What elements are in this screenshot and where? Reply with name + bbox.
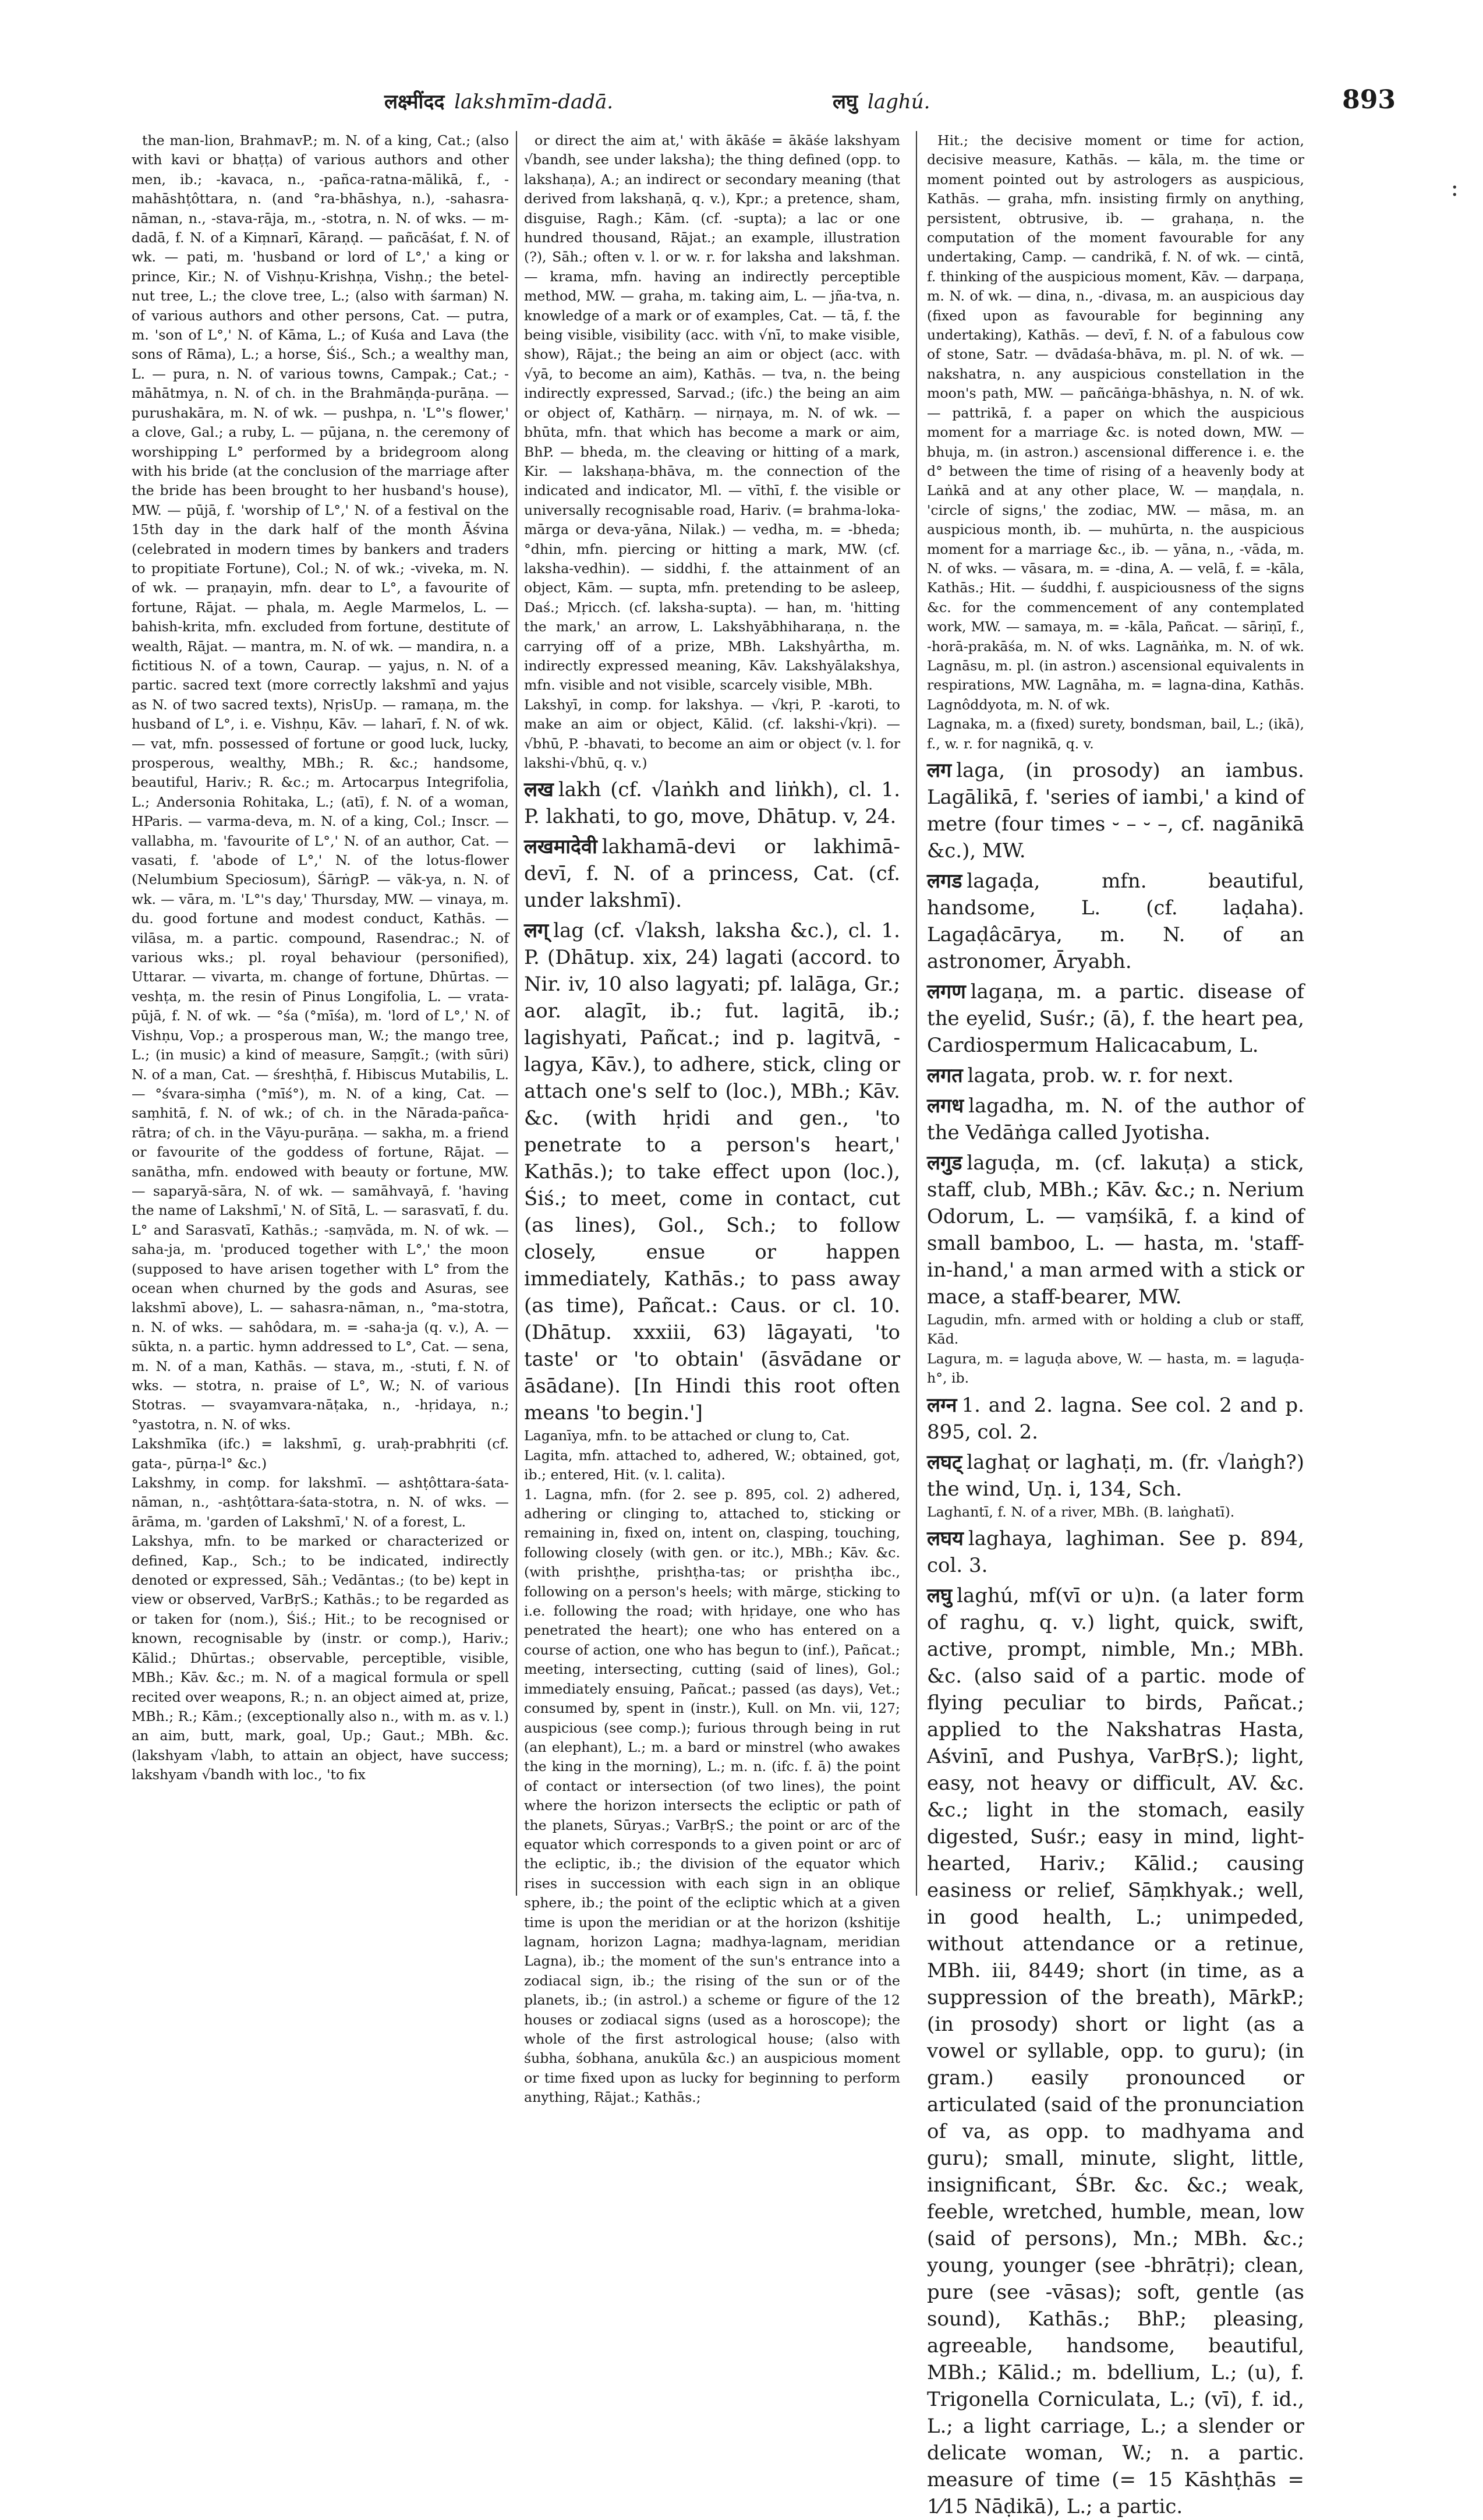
header-left-devanagari: लक्ष्मींदद bbox=[384, 90, 445, 114]
entry-text: laguḍa, m. (cf. lakuṭa) a stick, staff, club, MBh.; Kāv. &c.; n. Nerium Odorum, L. — vaṃśikā, f. a kind of small bamboo, L. — hasta, m. 'staff-in-hand,' a man armed with a stick or mace, a staff-bearer, MW. bbox=[927, 1151, 1304, 1309]
headword-devanagari: लगड bbox=[927, 870, 962, 893]
headword-devanagari: लघु bbox=[927, 1584, 953, 1608]
column-2 bbox=[524, 131, 900, 2106]
headword-devanagari: लखमादेवी bbox=[524, 835, 597, 859]
headword-entry bbox=[927, 1525, 1304, 1579]
headword-devanagari: लग् bbox=[524, 919, 549, 943]
headword-entry bbox=[927, 1062, 1304, 1089]
entry-text: lagaḍa, mfn. beautiful, handsome, L. (cf. laḍaha). Lagaḍâcārya, m. N. of an astronomer, Āryabh. bbox=[927, 870, 1304, 973]
continued-entry bbox=[132, 131, 509, 1434]
entry-text: laga, (in prosody) an iambus. Lagālikā, f. 'series of iambi,' a kind of metre (four times ⏑ – ⏑ –, cf. nagānikā &c.), MW. bbox=[927, 759, 1304, 863]
entry-text: or direct the aim at,' with ākāśe = ākāśe lakshyam √bandh, see under laksha); the thing defined (opp. to lakshaṇa), A.; an indirect or secondary meaning (that derived from lakshaṇā, q. v.), Kpr.; a pretence, sham, disguise, Ragh.; Kām. (cf. -supta); a lac or one hundred thousand, Rājat.; an example, illustration (?), Sāh.; often v. l. or w. r. for laksha and lakshman. — krama, mfn. having an indirectly perceptible method, MW. — graha, m. taking aim, L. — jña-tva, n. knowledge of a mark or of examples, Cat. — tā, f. the being visible, visibility (acc. with √nī, to make visible, show), Rājat.; the being an aim or object (acc. with √yā, to become an aim), Kathās. — tva, n. the being indirectly expressed, Sarvad.; (ifc.) the being an aim or object of, Kathārṇ. — nirṇaya, m. N. of wk. — bhūta, mfn. that which has become a mark or aim, BhP. — bheda, m. the cleaving or hitting of a mark, Kir. — lakshaṇa-bhāva, m. the connection of the indicated and indicator, Ml. — vīthī, f. the visible or universally recognisable road, Hariv. (= brahma-loka-mārga or deva-yāna, Nilak.) — vedha, m. = -bheda; °dhin, mfn. piercing or hitting a mark, MW. (cf. laksha-vedhin). — siddhi, f. the attainment of an object, Kām. — supta, mfn. pretending to be asleep, Daś.; Mṛicch. (cf. laksha-supta). — han, m. 'hitting the mark,' an arrow, L. Lakshyābhiharaṇa, n. the carrying off of a prize, MBh. Lakshyârtha, m. indirectly expressed meaning, Kāv. Lakshyālakshya, mfn. visible and not visible, scarcely visible, MBh. bbox=[524, 132, 900, 694]
headword-entry bbox=[927, 1392, 1304, 1445]
headword-devanagari: लगध bbox=[927, 1094, 964, 1118]
headword-devanagari: लग्न bbox=[927, 1393, 957, 1417]
header-mid-roman: laghú. bbox=[867, 90, 930, 114]
headword-devanagari: लगण bbox=[927, 980, 966, 1003]
entry-text: laghú, mf(vī or u)n. (a later form of raghu, q. v.) light, quick, swift, active, prompt, nimble, Mn.; MBh. &c. (also said of a partic. mode of flying peculiar to birds, Pañcat.; applied to the Nakshatras Hasta, Aśvinī, and Pushya, VarBṛS.); light, easy, not heavy or difficult, AV. &c. &c.; light in the stomach, easily digested, Suśr.; easy in mind, light-hearted, Hariv.; Kālid.; causing easiness or relief, Sāṃkhyak.; well, in good health, L.; unimpeded, without attendance or a retinue, MBh. iii, 8449; short (in time, as a suppression of the breath), MārkP.; (in prosody) short or light (as a vowel or syllable, opp. to guru); (in gram.) easily pronounced or articulated (said of the pronunciation of va, as opp. to madhyama and guru); small, minute, slight, little, insignificant, ŚBr. &c. &c.; weak, feeble, wretched, humble, mean, low (said of persons), Mn.; MBh. &c.; young, younger (see -bhrātṛi); clean, pure (see -vāsas); soft, gentle (as sound), Kathās.; BhP.; pleasing, agreeable, handsome, beautiful, MBh.; Kālid.; m. bdellium, L.; (u), f. Trigonella Corniculata, L.; (vī), f. id., L.; a light carriage, L.; a slender or delicate woman, W.; n. a partic. measure of time (= 15 Kāshṭhās = 1⁄15 Nāḍikā), L.; a partic. bbox=[927, 1584, 1304, 2519]
entry-text: Lagnaka, m. a (fixed) surety, bondsman, bail, L.; (ikā), f., w. r. for nagnikā, q. v. bbox=[927, 716, 1304, 752]
dictionary-entry bbox=[524, 1446, 900, 1485]
headword-entry bbox=[927, 1150, 1304, 1310]
entry-text: Lakshyī, in comp. for lakshya. — √kṛi, P. -karoti, to make an aim or object, Kālid. (cf. lakshi-√kṛi). — √bhū, P. -bhavati, to become an aim or object (v. l. for lakshi-√bhū, q. v.) bbox=[524, 696, 900, 771]
headword-entry bbox=[524, 833, 900, 914]
entry-text: Lakshmy, in comp. for lakshmī. — ashṭôttara-śata-nāman, n., -ashṭôttara-śata-stotra, n. N. of wks. — ārāma, m. 'garden of Lakshmī,' N. of a forest, L. bbox=[132, 1475, 509, 1530]
headword-entry bbox=[927, 1449, 1304, 1503]
entry-text: 1. Lagna, mfn. (for 2. see p. 895, col. 2) adhered, adhering or clinging to, attached to, sticking or remaining in, fixed on, intent on, clasping, touching, following closely (with gen. or itc.), MBh.; Kāv. &c. (with prishṭhe, prishṭha-tas; or prishṭha ibc., following on a person's heels; with mārge, sticking to i.e. following the road; with hṛidaye, one who has penetrated the heart); one who has entered on a course of action, one who has begun to (inf.), Pañcat.; meeting, intersecting, cutting (said of lines), Gol.; immediately ensuing, Pañcat.; passed (as days), Vet.; consumed by, spent in (instr.), Kull. on Mn. vii, 127; auspicious (see comp.); furious through being in rut (an elephant), L.; m. a bard or minstrel (who awakes the king in the morning), L.; m. n. (ifc. f. ā) the point of contact or intersection (of two lines), the point where the horizon intersects the ecliptic or path of the planets, Sūryas.; VarBṛS.; the point or arc of the equator which corresponds to a given point or arc of the ecliptic, ib.; the division of the equator which rises in succession with each sign in an oblique sphere, ib.; the point of the ecliptic which at a given time is upon the meridian or at the horizon (kshitije lagnam, horizon Lagna; madhya-lagnam, meridian Lagna), ib.; the moment of the sun's entrance into a zodiacal sign, ib.; the rising of the sun or of the planets, ib.; (in astrol.) a scheme or figure of the 12 houses or zodiacal signs (used as a horoscope); the whole of the first astrological house; (also with śubha, śobhana, anukūla &c.) an auspicious moment or time fixed upon as lucky for beginning to perform anything, Rājat.; Kathās.; bbox=[524, 1486, 900, 2106]
headword-entry bbox=[927, 1093, 1304, 1146]
entry-text: laghaya, laghiman. See p. 894, col. 3. bbox=[927, 1527, 1304, 1578]
entry-text: lag (cf. √laksh, laksha &c.), cl. 1. P. (Dhātup. xix, 24) lagati (accord. to Nir. iv, 10 also lagyati; pf. lalāga, Gr.; aor. alagīt, ib.; fut. lagitā, ib.; lagishyati, Pañcat.; ind p. lagitvā, -lagya, Kāv.), to adhere, stick, cling or attach one's self to (loc.), MBh.; Kāv. &c. (with hṛidi and gen., 'to penetrate to a person's heart,' Kathās.); to take effect upon (loc.), Śiś.; to meet, come in contact, cut (as lines), Gol., Sch.; to follow closely, ensue or happen immediately, Kathās.; to pass away (as time), Pañcat.: Caus. or cl. 10. (Dhātup. xxxiii, 63) lāgayati, 'to taste' or 'to obtain' (āsvādane or āsādane). [In Hindi this root often means 'to begin.'] bbox=[524, 919, 900, 1425]
entry-text: lagadha, m. N. of the author of the Vedāṅga called Jyotisha. bbox=[927, 1094, 1304, 1144]
dictionary-entry bbox=[524, 695, 900, 773]
header-mid-devanagari: लघु bbox=[833, 90, 858, 114]
headword-entry bbox=[927, 757, 1304, 864]
column-3 bbox=[927, 131, 1304, 2519]
dictionary-entry bbox=[132, 1532, 509, 1784]
entry-text: Lakshya, mfn. to be marked or characterized or defined, Kap., Sch.; to be indicated, indirectly denoted or expressed, Sāh.; Vedāntas.; (to be) kept in view or observed, VarBṛS.; Kathās.; to be regarded as or taken for (nom.), Śiś.; Hit.; to be recognised or known, recognisable by (instr. or comp.), Hariv.; Kālid.; Dhūrtas.; observable, perceptible, visible, MBh.; Kāv. &c.; m. N. of a magical formula or spell recited over weapons, R.; n. an object aimed at, prize, MBh.; R.; Kām.; (exceptionally also n., with m. as v. l.) an aim, butt, mark, goal, Up.; Gaut.; MBh. &c. (lakshyam √labh, to attain an object, have success; lakshyam √bandh with loc., 'to fix bbox=[132, 1533, 509, 1783]
entry-text: the man-lion, BrahmavP.; m. N. of a king, Cat.; (also with kavi or bhaṭṭa) of various authors and other men, ib.; -kavaca, n., -pañca-ratna-mālikā, f., -mahāshṭôttara, n. (and °ra-bhāshya, n.), -sahasra-nāman, n., -stava-rāja, m., -stotra, n. N. of wks. — m-dadā, f. N. of a Kiṃnarī, Kāraṇḍ. — pañcāśat, f. N. of wk. — pati, m. 'husband or lord of L°,' a king or prince, Kir.; N. of Vishṇu-Krishṇa, Vishṇ.; the betel-nut tree, L.; the clove tree, L.; (also with śarman) N. of various authors and other persons, Cat. — putra, m. 'son of L°,' N. of Kāma, L.; of Kuśa and Lava (the sons of Rāma), L.; a horse, Śiś., Sch.; a wealthy man, L. — pura, n. N. of various towns, Campak.; Cat.; -māhātmya, n. N. of ch. in the Brahmāṇḍa-purāṇa. — purushakāra, m. N. of wk. — pushpa, n. 'L°'s flower,' a clove, Gal.; a ruby, L. — pūjana, n. the ceremony of worshipping L° performed by a bridegroom along with his bride (at the conclusion of the marriage after the bride has been brought to her husband's house), MW. — pūjā, f. 'worship of L°,' N. of a festival on the 15th day in the dark half of the month Āśvina (celebrated in modern times by bankers and traders to propitiate Fortune), Col.; N. of wk.; -vivekа, m. N. of wk. — praṇayin, mfn. dear to L°, a favourite of fortune, Rājat. — phala, m. Aegle Marmelos, L. — bahish-krita, mfn. excluded from fortune, destitute of wealth, Rājat. — mantra, m. N. of wk. — mandira, n. a fictitious N. of a town, Caurap. — yajus, n. N. of a partic. sacred text (more correctly lakshmī and yajus as N. of two sacred texts), NṛisUp. — ramaṇa, m. the husband of L°, i. e. Vishṇu, Kāv. — laharī, f. N. of wk. — vat, mfn. possessed of fortune or good luck, lucky, prosperous, wealthy, MBh.; R. &c.; handsome, beautiful, Hariv.; R. &c.; m. Artocarpus Integrifolia, L.; Andersonia Rohitaka, L.; (atī), f. N. of a woman, HParis. — varma-deva, m. N. of a king, Col.; Inscr. — vallabha, m. 'favourite of L°,' N. of an author, Cat. — vasati, f. 'abode of L°,' N. of the lotus-flower (Nelumbium Speciosum), ŚārṅgP. — vāk-ya, n. N. of wk. — vāra, m. 'L°'s day,' Thursday, MW. — vinaya, m. du. good fortune and modest conduct, Kathās. — vilāsa, m. a partic. compound, Rasendrac.; N. of various wks.; pl. royal behaviour (personified), Uttarar. — vivarta, m. change of fortune, Dhūrtas. — veshṭa, m. the resin of Pinus Longifolia, L. — vrata-pūjā, f. N. of wk. — °śa (°mīśa), m. 'lord of L°,' N. of Vishṇu, Vop.; a prosperous man, W.; the mango tree, L.; (in music) a kind of measure, Saṃgīt.; (with sūri) N. of a man, Cat. — śreshṭhā, f. Hibiscus Mutabilis, L. — °śvara-siṃha (°mīś°), m. N. of a king, Cat. — saṃhitā, f. N. of wk.; of ch. in the Nārada-pañca-rātra; of ch. in the Vāyu-purāṇa. — sakha, m. a friend or favourite of the goddess of fortune, Rājat. — sanātha, mfn. endowed with beauty or fortune, MW. — saparyā-sāra, N. of wk. — samāhvayā, f. 'having the name of Lakshmī,' N. of Sītā, L. — sarasvatī, f. du. L° and Sarasvatī, Kathās.; -saṃvāda, m. N. of wk. — saha-ja, m. 'produced together with L°,' the moon (supposed to have arisen together with L° from the ocean when churned by the gods and Asuras, see lakshmī above), L. — sahasra-nāman, n., °ma-stotra, n. N. of wks. — sahôdara, m. = -saha-ja (q. v.), A. — sūkta, n. a partic. hymn addressed to L°, Cat. — sena, m. N. of a man, Kathās. — stava, m., -stuti, f. N. of wks. — stotra, n. praise of L°, W.; N. of various Stotras. — svayamvara-nāṭaka, n., -hṛidaya, n.; °yastotra, n. N. of wks. bbox=[132, 132, 509, 1433]
headword-devanagari: लगत bbox=[927, 1064, 963, 1087]
entry-text: lagata, prob. w. r. for next. bbox=[967, 1064, 1234, 1087]
column-divider-1 bbox=[516, 131, 517, 1896]
headword-entry bbox=[927, 868, 1304, 975]
dictionary-entry bbox=[132, 1473, 509, 1532]
headword-entry bbox=[927, 1582, 1304, 2520]
entry-text: Laghantī, f. N. of a river, MBh. (B. laṅghatī). bbox=[927, 1503, 1235, 1520]
headword-entry bbox=[927, 978, 1304, 1059]
dictionary-entry bbox=[132, 1434, 509, 1473]
column-1 bbox=[132, 131, 509, 1872]
entry-text: Lakshmīka (ifc.) = lakshmī, g. uraḥ-prabhṛiti (cf. gata-, pūrṇa-l° &c.) bbox=[132, 1436, 509, 1472]
entry-text: lakhamā-devi or lakhimā-devī, f. N. of a princess, Cat. (cf. under lakshmī). bbox=[524, 835, 900, 913]
continued-entry bbox=[927, 131, 1304, 715]
entry-text: 1. and 2. lagna. See col. 2 and p. 895, col. 2. bbox=[927, 1393, 1304, 1444]
entry-text: lakh (cf. √laṅkh and liṅkh), cl. 1. P. lakhati, to go, move, Dhātup. v, 24. bbox=[524, 778, 900, 829]
header-left-roman: lakshmīm-dadā. bbox=[454, 90, 614, 114]
column-divider-2 bbox=[916, 131, 917, 1896]
headword-devanagari: लग bbox=[927, 759, 952, 782]
entry-text: Laganīya, mfn. to be attached or clung to, Cat. bbox=[524, 1427, 850, 1444]
dictionary-entry bbox=[927, 1349, 1304, 1388]
headword-devanagari: लख bbox=[524, 778, 554, 802]
page-number: 893 bbox=[1342, 85, 1396, 115]
dictionary-entry bbox=[524, 1426, 900, 1445]
continued-entry bbox=[524, 131, 900, 695]
headword-entry bbox=[524, 917, 900, 1426]
headword-devanagari: लघट् bbox=[927, 1450, 962, 1474]
dictionary-entry bbox=[927, 1503, 1304, 1522]
entry-text: laghaṭ or laghaṭi, m. (fr. √laṅgh?) the wind, Uṇ. i, 134, Sch. bbox=[927, 1450, 1304, 1501]
headword-entry bbox=[524, 776, 900, 830]
header-left-headword bbox=[384, 87, 613, 114]
margin-mark: : bbox=[1450, 175, 1459, 202]
dictionary-entry bbox=[927, 1310, 1304, 1349]
page-header bbox=[128, 87, 1396, 122]
headword-devanagari: लघय bbox=[927, 1527, 964, 1551]
header-right-headword bbox=[833, 87, 930, 114]
entry-text: Lagura, m. = laguḍa above, W. — hasta, m. = laguḍa-h°, ib. bbox=[927, 1350, 1304, 1387]
entry-text: Lagita, mfn. attached to, adhered, W.; obtained, got, ib.; entered, Hit. (v. l. calita). bbox=[524, 1447, 900, 1483]
entry-text: Lagudin, mfn. armed with or holding a club or staff, Kād. bbox=[927, 1312, 1304, 1348]
entry-text: Hit.; the decisive moment or time for action, decisive measure, Kathās. — kāla, m. the time or moment pointed out by astrologers as auspicious, Kathās. — graha, mfn. insisting firmly on anything, persistent, obtrusive, ib. — grahaṇa, n. the computation of the moment favourable for any undertaking, Camp. — candrikā, f. N. of wk. — cintā, f. thinking of the auspicious moment, Kāv. — darpaṇa, m. N. of wk. — dina, n., -divasa, m. an auspicious day (fixed upon as favourable for beginning any undertaking), Kathās. — devī, f. N. of a fabulous cow of stone, Satr. — dvādaśa-bhāva, m. pl. N. of wk. — nakshatra, n. any auspicious constellation in the moon's path, MW. — pañcāṅga-bhāshya, n. N. of wk. — pattrikā, f. a paper on which the auspicious moment for a marriage &c. is noted down, MW. — bhuja, m. (in astron.) ascensional difference i. e. the d° between the time of rising of a heavenly body at Laṅkā and at any other place, W. — maṇḍala, n. 'circle of signs,' the zodiac, MW. — māsa, m. an auspicious month, ib. — muhūrta, n. the auspicious moment for a marriage &c., ib. — yāna, n., -vāda, m. N. of wks. — vāsara, m. = -dina, A. — velā, f. = -kāla, Kathās.; Hit. — śuddhi, f. auspiciousness of the signs &c. for the commencement of any contemplated work, MW. — samaya, m. = -kāla, Pañcat. — sāriṇī, f., -horā-prakāśa, m. N. of wks. Lagnāṅka, m. N. of wk. Lagnāsu, m. pl. (in astron.) ascensional equivalents in respirations, MW. Lagnāha, m. = lagna-dina, Kathās. Lagnôddyota, m. N. of wk. bbox=[927, 132, 1304, 713]
headword-devanagari: लगुड bbox=[927, 1151, 962, 1175]
dictionary-entry bbox=[524, 1485, 900, 2108]
dictionary-entry bbox=[927, 715, 1304, 754]
entry-text: lagaṇa, m. a partic. disease of the eyelid, Suśr.; (ā), f. the heart pea, Cardiospermum Halicacabum, L. bbox=[927, 980, 1304, 1057]
